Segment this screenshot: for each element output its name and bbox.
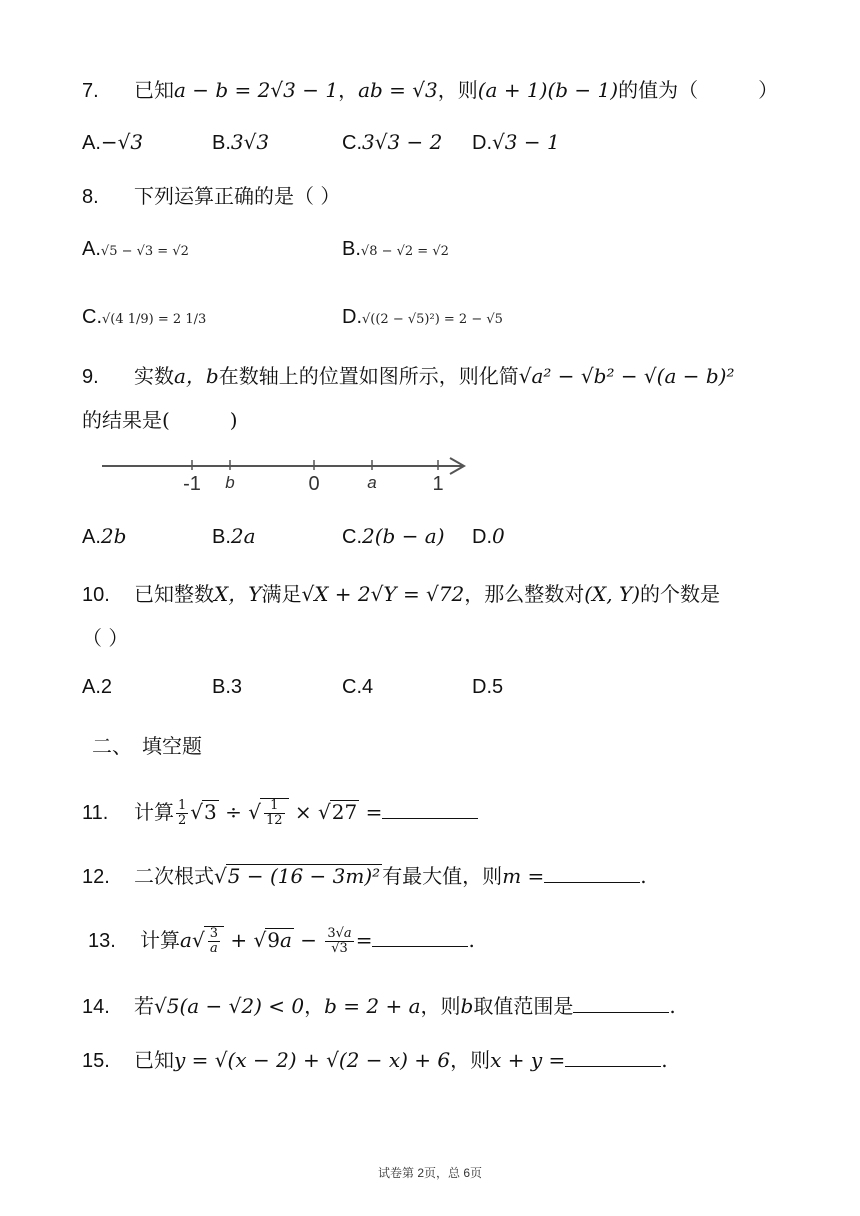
answer-blank[interactable] (573, 992, 669, 1013)
option-c[interactable]: C.4 (342, 676, 374, 698)
label-zero: 0 (308, 473, 320, 495)
expression: a√ $\frac{3}{a}$ + √9a − $\frac{3√a}{√3}$ (180, 926, 352, 956)
answer-blank[interactable] (372, 926, 468, 947)
section-title: 二、 填空题 (92, 736, 202, 758)
answer-blank[interactable] (382, 798, 478, 819)
number-line (100, 452, 470, 498)
question-number: 15. (82, 1050, 110, 1072)
question-10: 10. 已知整数X，Y满足√X + 2√Y = √72，那么整数对(X, Y)的个数是 (82, 580, 720, 609)
option-c[interactable]: C.3√3 − 2 (342, 130, 443, 154)
answer-blank[interactable] (544, 862, 640, 883)
option-b[interactable]: B.3√3 (212, 130, 270, 154)
question-7: 7. 已知a − b = 2√3 − 1，ab = √3，则(a + 1)(b − 1)的值为（ ） (82, 76, 778, 105)
question-8: 8. 下列运算正确的是（ ） (82, 182, 340, 211)
option-b[interactable]: B.3 (212, 676, 243, 698)
label-a: a (367, 473, 377, 492)
option-a[interactable]: A.−√3 (82, 130, 144, 154)
question-number: 13. (88, 930, 116, 952)
question-number: 8. (82, 186, 99, 208)
page-footer: 试卷第 2页，总 6页 (377, 1166, 483, 1180)
question-number: 9. (82, 366, 99, 388)
question-number: 7. (82, 80, 99, 102)
question-10-line-2: （ ） (82, 626, 129, 650)
option-d[interactable]: D.√3 − 1 (472, 130, 560, 154)
equation: √X + 2√Y = √72 (301, 582, 465, 606)
option-c[interactable]: C.√(4 1/9) = 2 1/3 (82, 306, 207, 328)
option-a[interactable]: A.2 (82, 676, 113, 698)
question-number: 12. (82, 866, 110, 888)
expression: (a + 1)(b − 1) (477, 78, 619, 102)
condition-1: a − b = 2√3 − 1 (174, 78, 339, 102)
option-d[interactable]: D.0 (472, 524, 505, 548)
option-b[interactable]: B.2a (212, 524, 256, 548)
question-15: 15. 已知y = √(x − 2) + √(2 − x) + 6，则x + y = . (82, 1046, 668, 1075)
option-d[interactable]: D.√((2 − √5)²) = 2 − √5 (342, 306, 503, 328)
question-12: 12. 二次根式√5 − (16 − 3m)² 有最大值，则m = . (82, 862, 647, 891)
label-b: b (225, 473, 235, 492)
option-a[interactable]: A.2b (82, 524, 127, 548)
option-c[interactable]: C.2(b − a) (342, 524, 445, 548)
question-number: 11. (82, 802, 109, 824)
question-9: 9. 实数a，b在数轴上的位置如图所示，则化简√a² − √b² − √(a − b)² (82, 362, 735, 391)
option-b[interactable]: B.√8 − √2 = √2 (342, 238, 449, 260)
question-number: 10. (82, 584, 110, 606)
expression: √a² − √b² − √(a − b)² (518, 364, 735, 388)
expression: 5 − (16 − 3m)² (227, 864, 381, 888)
condition-2: ab = √3 (358, 78, 438, 102)
option-d[interactable]: D.5 (472, 676, 504, 698)
label-minus-one: -1 (183, 473, 201, 495)
answer-blank[interactable] (565, 1046, 661, 1067)
label-one: 1 (432, 473, 444, 495)
expression: $\frac{1}{2}$ √3 ÷ √ $\frac{1}{12}$ × √27 (178, 798, 358, 828)
question-number: 14. (82, 996, 110, 1018)
option-a[interactable]: A.√5 − √3 = √2 (82, 238, 189, 260)
question-11: 11. 计算 $\frac{1}{2}$ √3 ÷ √ $\frac{1}{12}$ × √27 = (82, 798, 478, 828)
question-14: 14. 若√5(a − √2) < 0，b = 2 + a，则b取值范围是 . (82, 992, 676, 1021)
question-13: 13. 计算a√ $\frac{3}{a}$ + √9a − $\frac{3√a}{√3}$ = . (88, 926, 475, 956)
question-9-line-2: 的结果是( ) (82, 408, 238, 432)
